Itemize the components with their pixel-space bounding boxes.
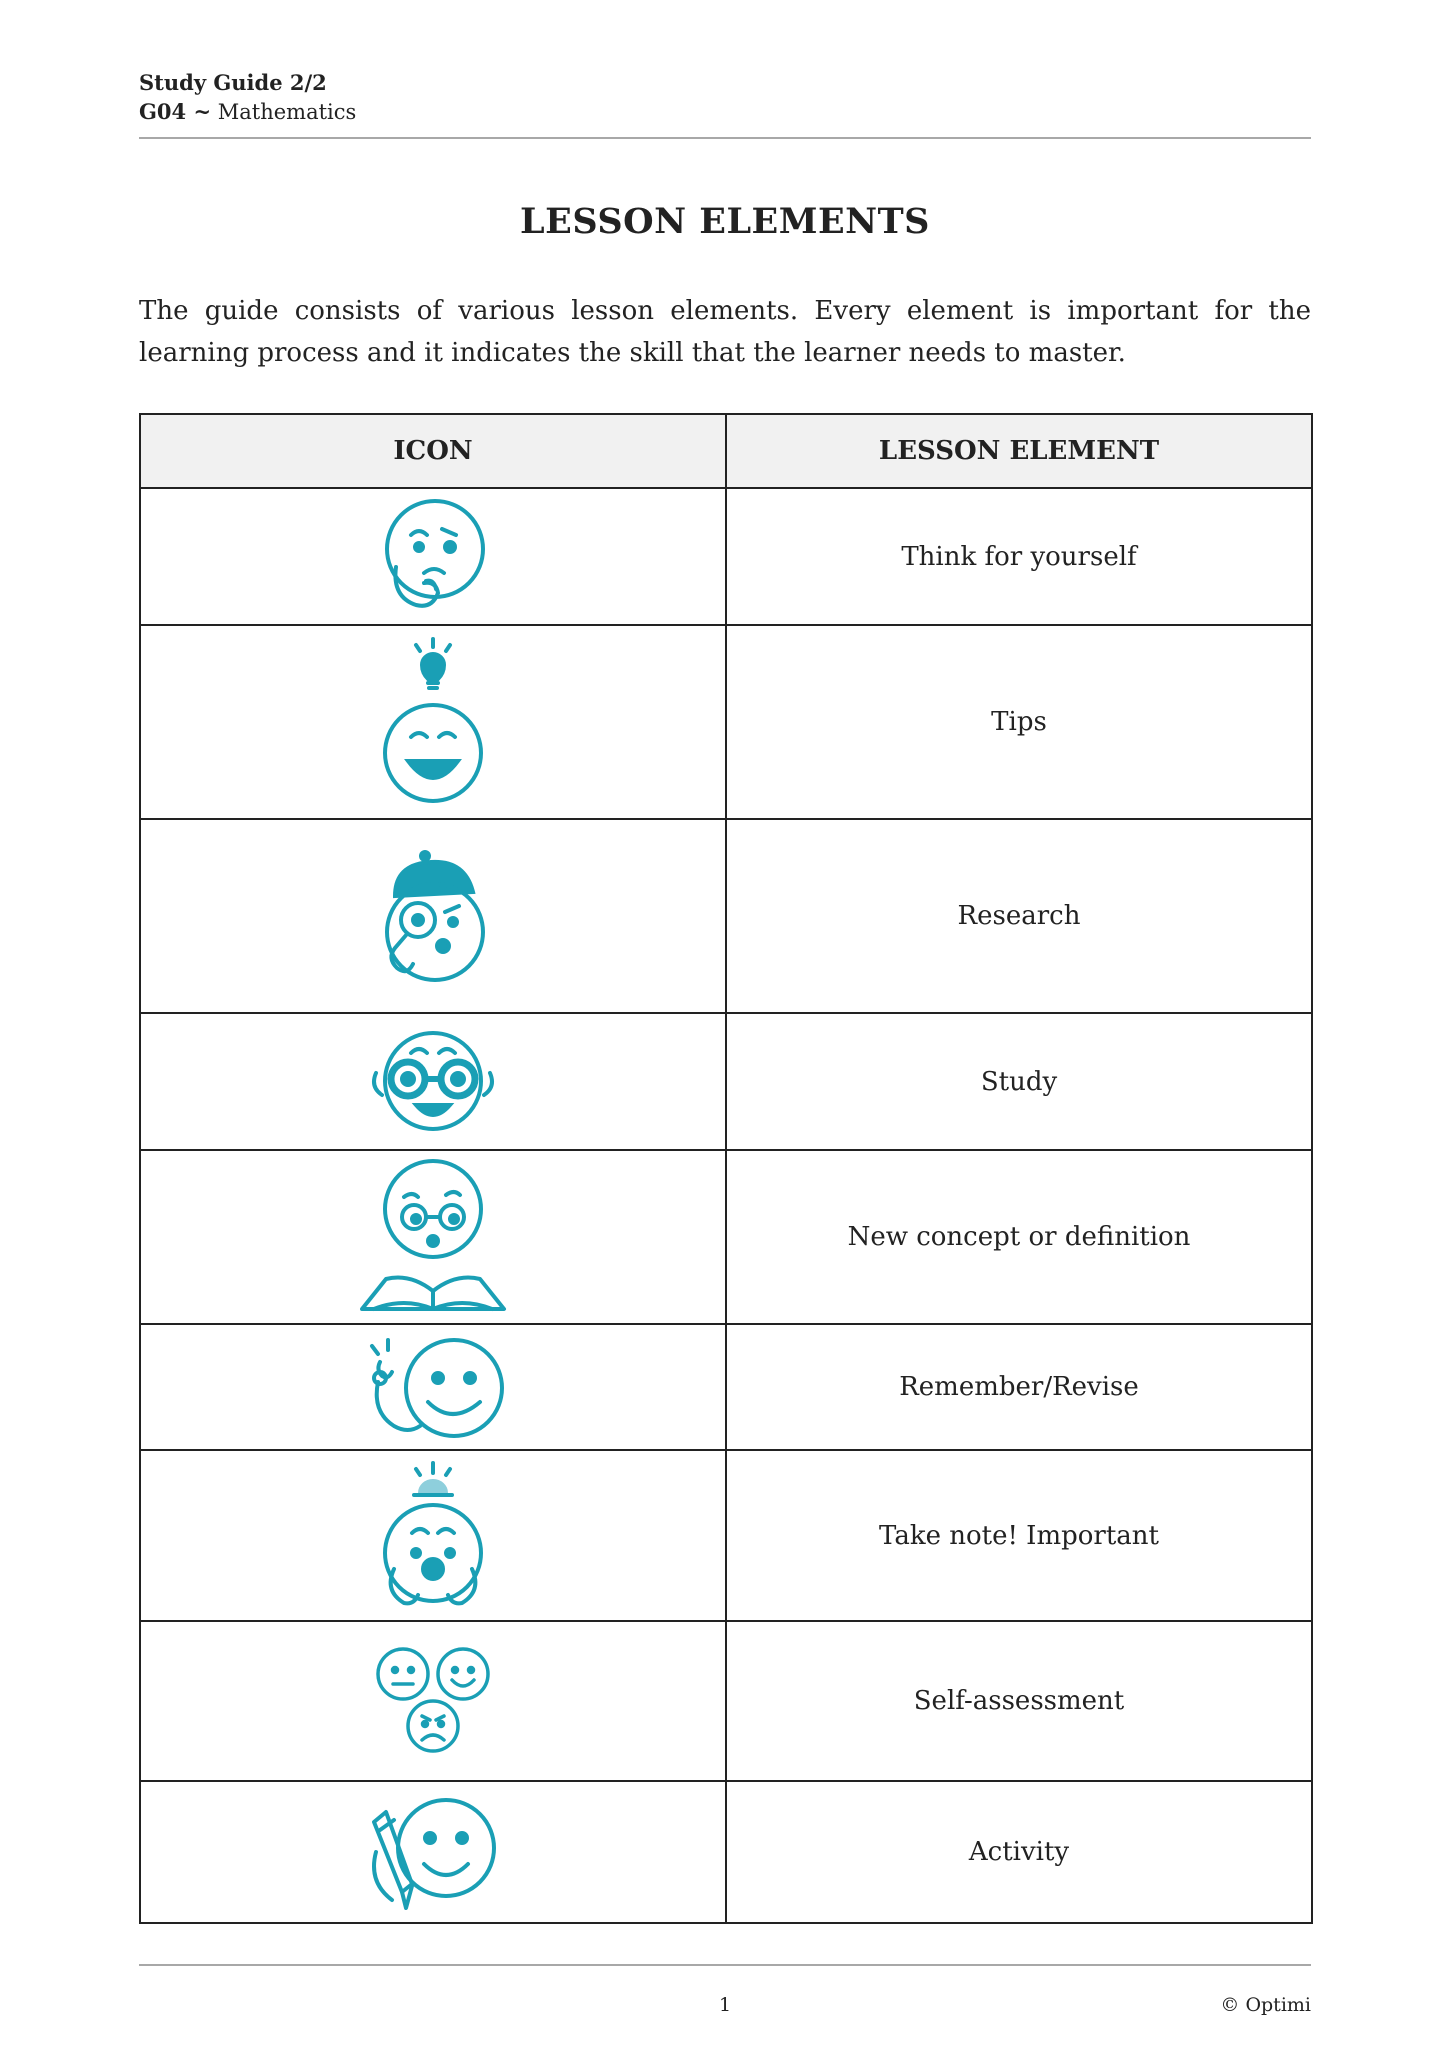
icon-cell — [140, 1150, 726, 1324]
page-header — [139, 68, 1311, 127]
table-header-row — [140, 414, 1312, 488]
course-code: G04 ~ — [139, 99, 212, 124]
intro-paragraph: The guide consists of various lesson elements. Every element is important for the learning process and it indicates the skill that the learner needs to master. — [139, 296, 1311, 368]
finger-string-icon — [358, 1332, 508, 1442]
page-number: 1 — [718, 1994, 732, 2016]
header-divider — [139, 137, 1311, 139]
footer-divider — [139, 1964, 1311, 1966]
course-line — [139, 97, 1311, 127]
thinking-face-icon — [378, 497, 488, 617]
icon-cell — [140, 819, 726, 1013]
column-header-icon: ICON — [140, 414, 726, 488]
element-label: Activity — [726, 1781, 1312, 1923]
icon-cell — [140, 1621, 726, 1781]
siren-surprised-icon — [368, 1461, 498, 1611]
element-label: Research — [726, 819, 1312, 1013]
icon-cell — [140, 488, 726, 625]
icon-cell — [140, 1324, 726, 1450]
table-row — [140, 1621, 1312, 1781]
table-row — [140, 819, 1312, 1013]
table-row — [140, 1781, 1312, 1923]
element-label: Self-assessment — [726, 1621, 1312, 1781]
column-header-element: LESSON ELEMENT — [726, 414, 1312, 488]
element-label: Study — [726, 1013, 1312, 1150]
guide-title: Study Guide 2/2 — [139, 70, 327, 95]
table-row — [140, 1450, 1312, 1621]
table-row — [140, 625, 1312, 819]
element-label: Think for yourself — [726, 488, 1312, 625]
detective-magnifier-icon — [373, 846, 493, 986]
element-label: Tips — [726, 625, 1312, 819]
icon-cell — [140, 1013, 726, 1150]
element-label: Take note! Important — [726, 1450, 1312, 1621]
icon-cell — [140, 625, 726, 819]
goggles-face-icon — [368, 1027, 498, 1137]
icon-cell — [140, 1450, 726, 1621]
course-subject: Mathematics — [217, 100, 357, 124]
table-row — [140, 1324, 1312, 1450]
table-row — [140, 488, 1312, 625]
table-row — [140, 1013, 1312, 1150]
element-label: Remember/Revise — [726, 1324, 1312, 1450]
three-faces-icon — [373, 1646, 493, 1756]
lesson-elements-table — [139, 413, 1313, 1924]
copyright-notice: © Optimi — [1220, 1994, 1311, 2016]
element-label: New concept or definition — [726, 1150, 1312, 1324]
reading-book-icon — [358, 1157, 508, 1317]
icon-cell — [140, 1781, 726, 1923]
pencil-smile-icon — [368, 1792, 498, 1912]
lightbulb-smile-icon — [378, 637, 488, 807]
page-title: LESSON ELEMENTS — [520, 201, 930, 242]
table-row — [140, 1150, 1312, 1324]
